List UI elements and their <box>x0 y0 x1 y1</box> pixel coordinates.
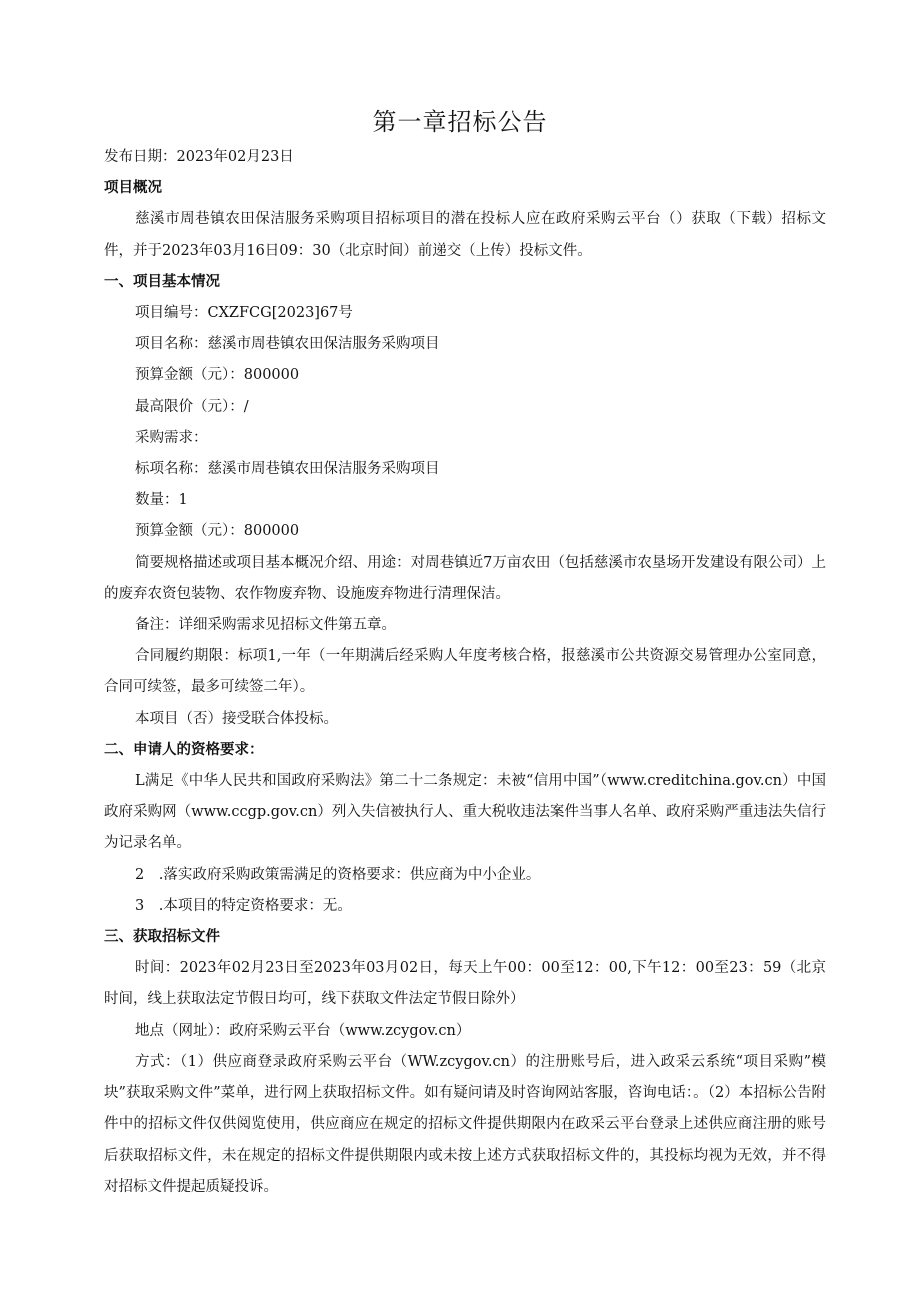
project-number: 项目编号：CXZFCG[2023]67号 <box>135 305 353 322</box>
document-body <box>104 142 826 1203</box>
section2-heading: 二、申请人的资格要求： <box>104 741 264 758</box>
section3-heading: 三、获取招标文件 <box>104 929 220 946</box>
acquisition-location: 地点（网址）：政府采购云平台（www.zcygov.cn） <box>135 1022 471 1039</box>
acquisition-time: 时间：2023年02月23日至2023年03月02日，每天上午00：00至12：00,下午12：00至23：59（北京时间，线上获取法定节假日均可，线下获取文件法定节假日除外） <box>104 960 826 1008</box>
consortium-note: 本项目（否）接受联合体投标。 <box>135 710 338 727</box>
acquisition-method: 方式：（1）供应商登录政府采购云平台（WW.zcygov.cn）的注册账号后，进入政采云系统“项目采购”模块”获取采购文件”菜单，进行网上获取招标文件。如有疑问请及时咨询网站客服，咨询电话：。（2）本招标公告附件中的招标文件仅供阅览使用，供应商应在规定的招标文件提供期限内在政采云平台登录上述供应商注册的账号后获取招标文件，未在规定的招标文件提供期限内或未按上述方式获取招标文件的，其投标均视为无效，并不得对招标文件提起质疑投诉。 <box>104 1053 826 1195</box>
section1-heading: 一、项目基本情况 <box>104 273 220 290</box>
lot-name: 标项名称：慈溪市周巷镇农田保洁服务采购项目 <box>135 461 440 478</box>
qualification-2: 2 .落实政府采购政策需满足的资格要求：供应商为中小企业。 <box>135 866 541 883</box>
page-title: 第一章招标公告 <box>372 108 548 136</box>
publish-date: 发布日期：2023年02月23日 <box>104 149 294 165</box>
overview-text: 慈溪市周巷镇农田保洁服务采购项目招标项目的潜在投标人应在政府采购云平台（）获取（下载）招标文件，并于2023年03月16日09：30（北京时间）前递交（上传）投标文件。 <box>104 211 826 259</box>
qualification-1: L满足《中华人民共和国政府采购法》第二十二条规定：未被“信用中国”（www.creditchina.gov.cn）中国政府采购网（www.ccgp.gov.cn）列入失信被执行人、重大税收违法案件当事人名单、政府采购严重违法失信行为记录名单。 <box>104 773 826 852</box>
project-name: 项目名称：慈溪市周巷镇农田保洁服务采购项目 <box>135 336 440 353</box>
contract-term: 合同履约期限：标项1,一年（一年期满后经采购人年度考核合格，报慈溪市公共资源交易管理办公室同意，合同可续签，最多可续签二年）。 <box>104 648 826 696</box>
max-price: 最高限价（元）：/ <box>135 398 249 415</box>
qualification-3: 3 .本项目的特定资格要求：无。 <box>135 897 352 914</box>
overview-heading: 项目概况 <box>104 180 162 197</box>
lot-budget: 预算金额（元）：800000 <box>135 523 300 540</box>
spec-description: 简要规格描述或项目基本概况介绍、用途：对周巷镇近7万亩农田（包括慈溪市农垦场开发建设有限公司）上的废弃农资包装物、农作物废弃物、设施废弃物进行清理保洁。 <box>104 554 826 602</box>
budget-amount: 预算金额（元）：800000 <box>135 367 300 384</box>
quantity: 数量：1 <box>135 492 188 509</box>
procurement-needs: 采购需求： <box>135 429 208 446</box>
remark: 备注：详细采购需求见招标文件第五章。 <box>135 617 396 634</box>
